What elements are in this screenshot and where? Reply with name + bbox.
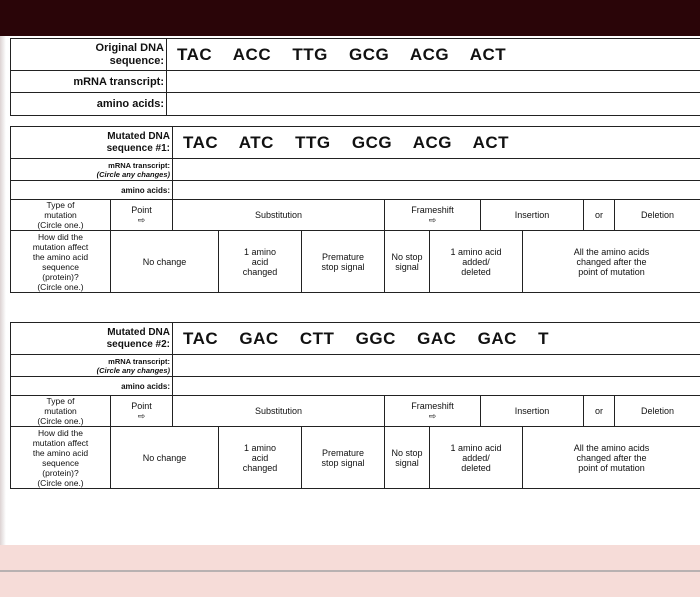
- mutation1-insertion-option[interactable]: Insertion: [481, 200, 584, 231]
- mutation1-substitution-option[interactable]: Substitution: [173, 200, 385, 231]
- mutation1-mrna-label: mRNA transcript: (Circle any changes): [11, 159, 173, 181]
- mutation1-or-label: or: [584, 200, 615, 231]
- arrow-right-icon: ⇨: [428, 215, 437, 225]
- mutation2-aa-added-deleted-option[interactable]: 1 amino acid added/ deleted: [430, 427, 523, 489]
- mutation2-substitution-option[interactable]: Substitution: [173, 396, 385, 427]
- mutation2-point-option[interactable]: Point ⇨: [111, 396, 173, 427]
- mutation2-dna-sequence: TAC GAC CTT GGC GAC GAC T: [173, 323, 700, 355]
- mutation2-all-changed-option[interactable]: All the amino acids changed after the point of mutation: [523, 427, 700, 489]
- mutation1-point-option[interactable]: Point ⇨: [111, 200, 173, 231]
- arrow-right-icon: ⇨: [137, 411, 146, 421]
- mutation1-no-stop-option[interactable]: No stop signal: [385, 231, 430, 293]
- mutation1-no-change-option[interactable]: No change: [111, 231, 219, 293]
- mutation2-one-aa-changed-option[interactable]: 1 amino acid changed: [219, 427, 302, 489]
- page-edge-shadow: [0, 36, 6, 556]
- mutation2-premature-stop-option[interactable]: Premature stop signal: [302, 427, 385, 489]
- mutation1-frameshift-option[interactable]: Frameshift ⇨: [385, 200, 481, 231]
- original-mrna-label: mRNA transcript:: [11, 71, 167, 93]
- original-amino-field[interactable]: [167, 93, 700, 116]
- mutation1-mrna-field[interactable]: [173, 159, 700, 181]
- mutation2-affect-question: How did the mutation affect the amino acid sequence (protein)? (Circle one.): [11, 427, 111, 489]
- mutation2-or-label: or: [584, 396, 615, 427]
- mutation1-amino-label: amino acids:: [11, 181, 173, 200]
- mutation2-insertion-option[interactable]: Insertion: [481, 396, 584, 427]
- mutation1-premature-stop-option[interactable]: Premature stop signal: [302, 231, 385, 293]
- original-dna-sequence: TAC ACC TTG GCG ACG ACT: [167, 39, 700, 71]
- mutation1-aa-added-deleted-option[interactable]: 1 amino acid added/ deleted: [430, 231, 523, 293]
- bottom-divider: [0, 570, 700, 572]
- mutation1-amino-field[interactable]: [173, 181, 700, 200]
- arrow-right-icon: ⇨: [137, 215, 146, 225]
- mutation2-no-change-option[interactable]: No change: [111, 427, 219, 489]
- top-dark-bar: [0, 0, 700, 36]
- mutation1-deletion-option[interactable]: Deletion: [615, 200, 700, 231]
- original-amino-label: amino acids:: [11, 93, 167, 116]
- mutation2-type-question: Type of mutation (Circle one.): [11, 396, 111, 427]
- mutation2-amino-field[interactable]: [173, 377, 700, 396]
- mutation1-table: [10, 126, 700, 293]
- mutation2-dna-label: Mutated DNA sequence #2:: [11, 323, 173, 355]
- mutation2-deletion-option[interactable]: Deletion: [615, 396, 700, 427]
- mutation1-one-aa-changed-option[interactable]: 1 amino acid changed: [219, 231, 302, 293]
- original-sequence-table: [10, 38, 700, 116]
- mutation2-mrna-label: mRNA transcript: (Circle any changes): [11, 355, 173, 377]
- mutation1-affect-question: How did the mutation affect the amino acid sequence (protein)? (Circle one.): [11, 231, 111, 293]
- mutation1-dna-sequence: TAC ATC TTG GCG ACG ACT: [173, 127, 700, 159]
- original-dna-label: Original DNA sequence:: [11, 39, 167, 71]
- mutation2-amino-label: amino acids:: [11, 377, 173, 396]
- arrow-right-icon: ⇨: [428, 411, 437, 421]
- mutation1-dna-label: Mutated DNA sequence #1:: [11, 127, 173, 159]
- mutation1-all-changed-option[interactable]: All the amino acids changed after the point of mutation: [523, 231, 700, 293]
- mutation2-mrna-field[interactable]: [173, 355, 700, 377]
- mutation2-table: [10, 322, 700, 489]
- mutation2-no-stop-option[interactable]: No stop signal: [385, 427, 430, 489]
- mutation2-frameshift-option[interactable]: Frameshift ⇨: [385, 396, 481, 427]
- original-mrna-field[interactable]: [167, 71, 700, 93]
- mutation1-type-question: Type of mutation (Circle one.): [11, 200, 111, 231]
